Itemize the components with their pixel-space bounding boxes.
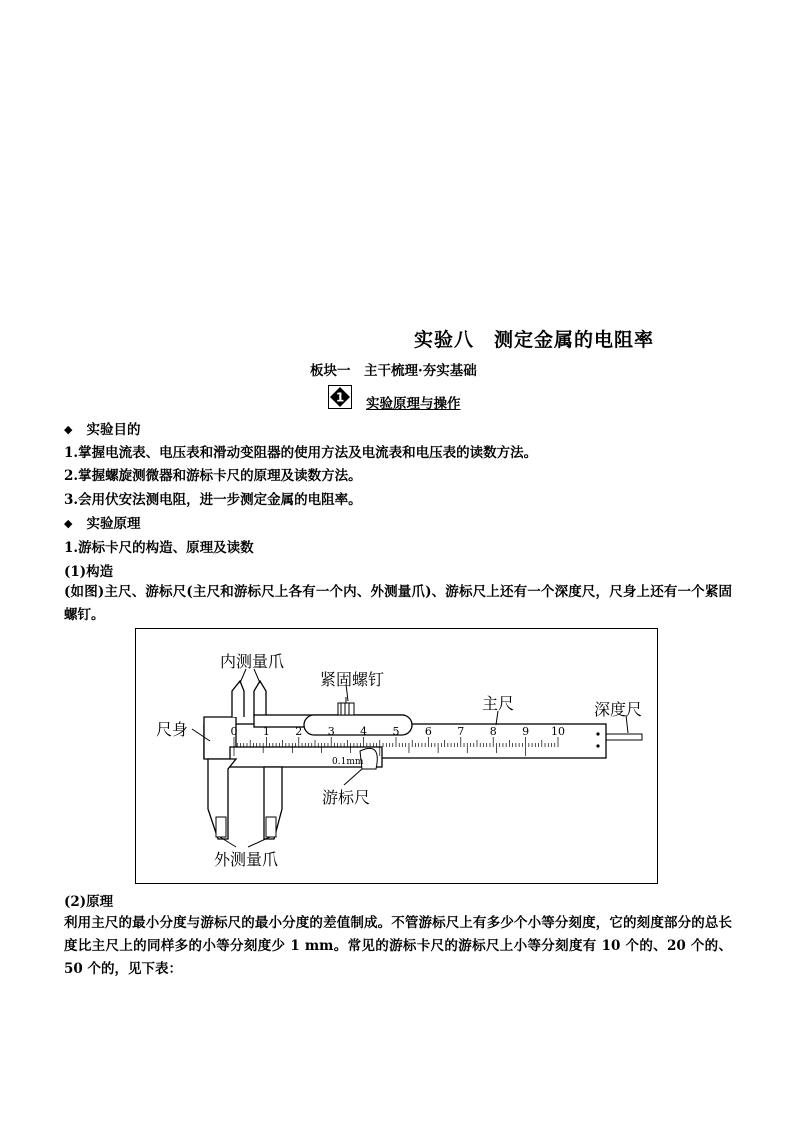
purpose-item: 3.会用伏安法测电阻，进一步测定金属的电阻率。 <box>64 492 362 508</box>
purpose-heading: ◆ 实验目的 <box>64 422 141 438</box>
principle-paragraph: 利用主尺的最小分度与游标尺的最小分度的差值制成。不管游标尺上有多少个小等分刻度，它的刻度部分的总长度比主尺上的同样多的小等分刻度少 1 mm。常见的游标卡尺的游标尺上小等分刻度有 10 个的、20 个的、50 个的，见下表： <box>64 915 732 977</box>
label-vernier: 游标尺 <box>322 788 371 807</box>
scale-number: 2 <box>295 725 303 738</box>
section-number: 1 <box>335 390 345 405</box>
scale-number: 5 <box>392 725 400 738</box>
structure-heading: (1)构造 <box>64 564 114 580</box>
scale-number: 1 <box>262 725 270 738</box>
lock-screw <box>338 703 354 715</box>
precision-label: 0.1mm <box>332 757 364 767</box>
inner-jaw-moving <box>254 681 266 717</box>
label-inner-jaw: 内测量爪 <box>220 652 285 671</box>
principle-heading: ◆ 实验原理 <box>64 516 141 532</box>
purpose-item: 1.掌握电流表、电压表和滑动变阻器的使用方法及电流表和电压表的读数方法。 <box>64 445 538 461</box>
vernier-caliper-figure <box>135 628 658 884</box>
label-outer-jaw: 外测量爪 <box>214 850 279 869</box>
principle-subheading: (2)原理 <box>64 894 114 910</box>
page-title: 实验八 测定金属的电阻率 <box>414 329 655 351</box>
subsection-heading: 1.游标卡尺的构造、原理及读数 <box>64 540 254 556</box>
inner-jaw-fixed <box>232 681 244 717</box>
label-lock-screw: 紧固螺钉 <box>320 670 385 689</box>
diamond-bullet-icon: ◆ <box>64 423 73 436</box>
label-depth-rod: 深度尺 <box>594 700 643 719</box>
section-subtitle: 板块一 主干梳理·夯实基础 <box>310 363 477 379</box>
structure-paragraph: (如图)主尺、游标尺(主尺和游标尺上各有一个内、外测量爪)、游标尺上还有一个深度尺，尺身上还有一个紧固螺钉。 <box>64 584 732 623</box>
depth-rod <box>606 734 642 740</box>
diamond-bullet-icon: ◆ <box>64 517 73 530</box>
section-number-badge <box>328 385 352 409</box>
scale-number: 8 <box>489 725 497 738</box>
scale-number: 10 <box>551 725 565 738</box>
scale-number: 6 <box>424 725 432 738</box>
scale-number: 9 <box>522 725 530 738</box>
scale-number: 3 <box>327 725 335 738</box>
vernier-caliper-diagram <box>136 629 657 883</box>
purpose-item: 2.掌握螺旋测微器和游标卡尺的原理及读数方法。 <box>64 468 362 484</box>
scale-number: 0 <box>230 725 238 738</box>
label-body: 尺身 <box>156 720 189 739</box>
section-title-link[interactable]: 实验原理与操作 <box>366 396 461 412</box>
scale-number: 7 <box>457 725 465 738</box>
scale-number: 4 <box>360 725 368 738</box>
label-main-scale: 主尺 <box>482 694 515 713</box>
